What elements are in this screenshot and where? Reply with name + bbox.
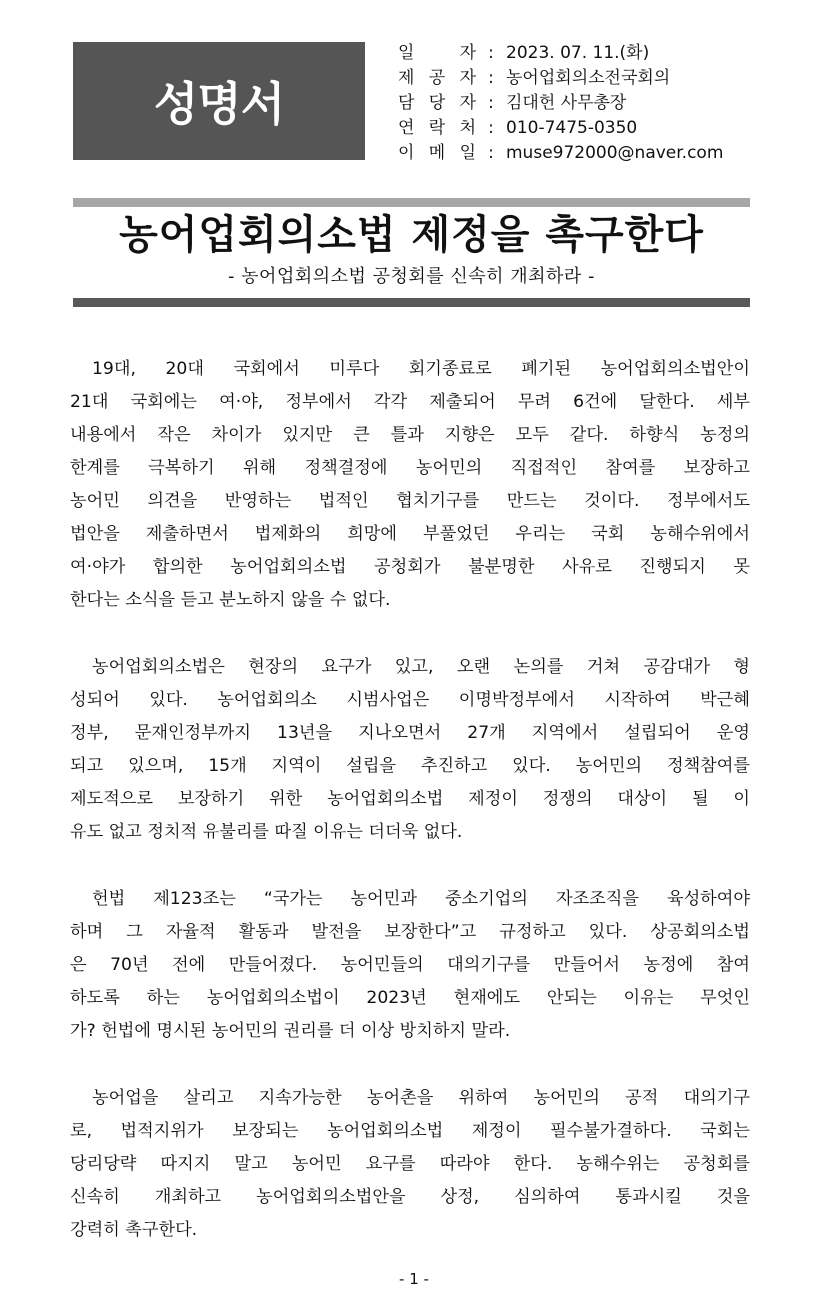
paragraph-2: [70, 651, 750, 849]
meta-key-char: 처: [459, 118, 476, 138]
headline-bottom-rule: [73, 298, 750, 307]
meta-key-char: 자: [459, 43, 476, 63]
statement-title: 성명서: [153, 77, 285, 131]
text-line: 여·야가 합의한 농어업회의소법 공청회가 불분명한 사유로 진행되지 못: [70, 557, 750, 577]
meta-key-char: 당: [428, 93, 446, 113]
text-line: 제도적으로 보장하기 위한 농어업회의소법 제정이 정쟁의 대상이 될 이: [70, 789, 750, 809]
text-line: 유도 없고 정치적 유불리를 따질 이유는 더더욱 없다.: [70, 822, 463, 842]
meta-row-email: [398, 141, 778, 166]
statement-title-box: [73, 42, 365, 160]
press-meta: [398, 41, 778, 166]
text-line: 한다는 소식을 듣고 분노하지 않을 수 없다.: [70, 590, 391, 610]
text-line: 법안을 제출하면서 법제화의 희망에 부풀었던 우리는 국회 농해수위에서: [70, 524, 750, 544]
text-line: 성되어 있다. 농어업회의소 시범사업은 이명박정부에서 시작하여 박근혜: [70, 690, 750, 710]
meta-colon: :: [488, 118, 494, 138]
text-line: 19대, 20대 국회에서 미루다 회기종료로 폐기된 농어업회의소법안이: [92, 359, 750, 379]
meta-key-char: 제: [398, 68, 415, 88]
meta-colon: :: [488, 143, 494, 163]
meta-key-char: 자: [459, 68, 476, 88]
meta-colon: :: [488, 93, 494, 113]
meta-row-date: [398, 41, 778, 66]
meta-key-char: 공: [428, 68, 446, 88]
meta-key-char: 락: [428, 118, 446, 138]
text-line: 농어업을 살리고 지속가능한 농어촌을 위하여 농어민의 공적 대의기구: [92, 1088, 750, 1108]
text-line: 21대 국회에는 여·야, 정부에서 각각 제출되어 무려 6건에 달한다. 세부: [70, 392, 750, 412]
meta-row-provider: [398, 66, 778, 91]
meta-key-contact-person: [398, 91, 476, 116]
meta-key-phone: [398, 116, 476, 141]
meta-key-char: 이: [398, 143, 415, 163]
meta-value-contact-person: 김대헌 사무총장: [506, 93, 627, 113]
headline: 농어업회의소법 제정을 촉구한다: [119, 212, 704, 258]
meta-row-contact-person: [398, 91, 778, 116]
meta-key-char: 자: [459, 93, 476, 113]
meta-value-date: 2023. 07. 11.(화): [506, 43, 650, 63]
meta-key-char: 연: [398, 118, 415, 138]
text-line: 농어업회의소법은 현장의 요구가 있고, 오랜 논의를 거쳐 공감대가 형: [92, 657, 750, 677]
meta-key-email: [398, 141, 476, 166]
meta-key-date: [398, 41, 476, 66]
text-line: 헌법 제123조는 “국가는 농어민과 중소기업의 자조조직을 육성하여야: [92, 889, 750, 909]
text-line: 로, 법적지위가 보장되는 농어업회의소법 제정이 필수불가결하다. 국회는: [70, 1121, 750, 1141]
meta-value-provider: 농어업회의소전국회의: [506, 68, 671, 88]
text-line: 은 70년 전에 만들어졌다. 농어민들의 대의기구를 만들어서 농정에 참여: [70, 955, 750, 975]
text-line: 하며 그 자율적 활동과 발전을 보장한다”고 규정하고 있다. 상공회의소법: [70, 922, 750, 942]
meta-row-phone: [398, 116, 778, 141]
text-line: 농어민 의견을 반영하는 법적인 협치기구를 만드는 것이다. 정부에서도: [70, 491, 750, 511]
text-line: 내용에서 작은 차이가 있지만 큰 틀과 지향은 모두 같다. 하향식 농정의: [70, 425, 750, 445]
text-line: 한계를 극복하기 위해 정책결정에 농어민의 직접적인 참여를 보장하고: [70, 458, 750, 478]
text-line: 강력히 촉구한다.: [70, 1220, 198, 1240]
paragraph-4: [70, 1082, 750, 1247]
meta-value-email: muse972000@naver.com: [506, 143, 724, 163]
text-line: 정부, 문재인정부까지 13년을 지나오면서 27개 지역에서 설립되어 운영: [70, 723, 750, 743]
meta-key-char: 일: [398, 43, 415, 63]
paragraph-3: [70, 883, 750, 1048]
meta-key-char: 메: [428, 143, 446, 163]
text-line: 되고 있으며, 15개 지역이 설립을 추진하고 있다. 농어민의 정책참여를: [70, 756, 750, 776]
meta-key-char: 담: [398, 93, 415, 113]
meta-value-phone: 010-7475-0350: [506, 118, 638, 138]
meta-colon: :: [488, 43, 494, 63]
subheadline: - 농어업회의소법 공청회를 신속히 개최하라 -: [227, 266, 596, 287]
text-line: 당리당략 따지지 말고 농어민 요구를 따라야 한다. 농해수위는 공청회를: [70, 1154, 750, 1174]
text-line: 신속히 개최하고 농어업회의소법안을 상정, 심의하여 통과시킬 것을: [70, 1187, 750, 1207]
text-line: 가? 헌법에 명시된 농어민의 권리를 더 이상 방치하지 말라.: [70, 1021, 511, 1041]
page-number: - 1 -: [399, 1270, 429, 1288]
paragraph-1: [70, 353, 750, 617]
meta-key-char: 일: [459, 143, 476, 163]
meta-key-provider: [398, 66, 476, 91]
meta-colon: :: [488, 68, 494, 88]
statement-body: [70, 353, 750, 1281]
text-line: 하도록 하는 농어업회의소법이 2023년 현재에도 안되는 이유는 무엇인: [70, 988, 750, 1008]
